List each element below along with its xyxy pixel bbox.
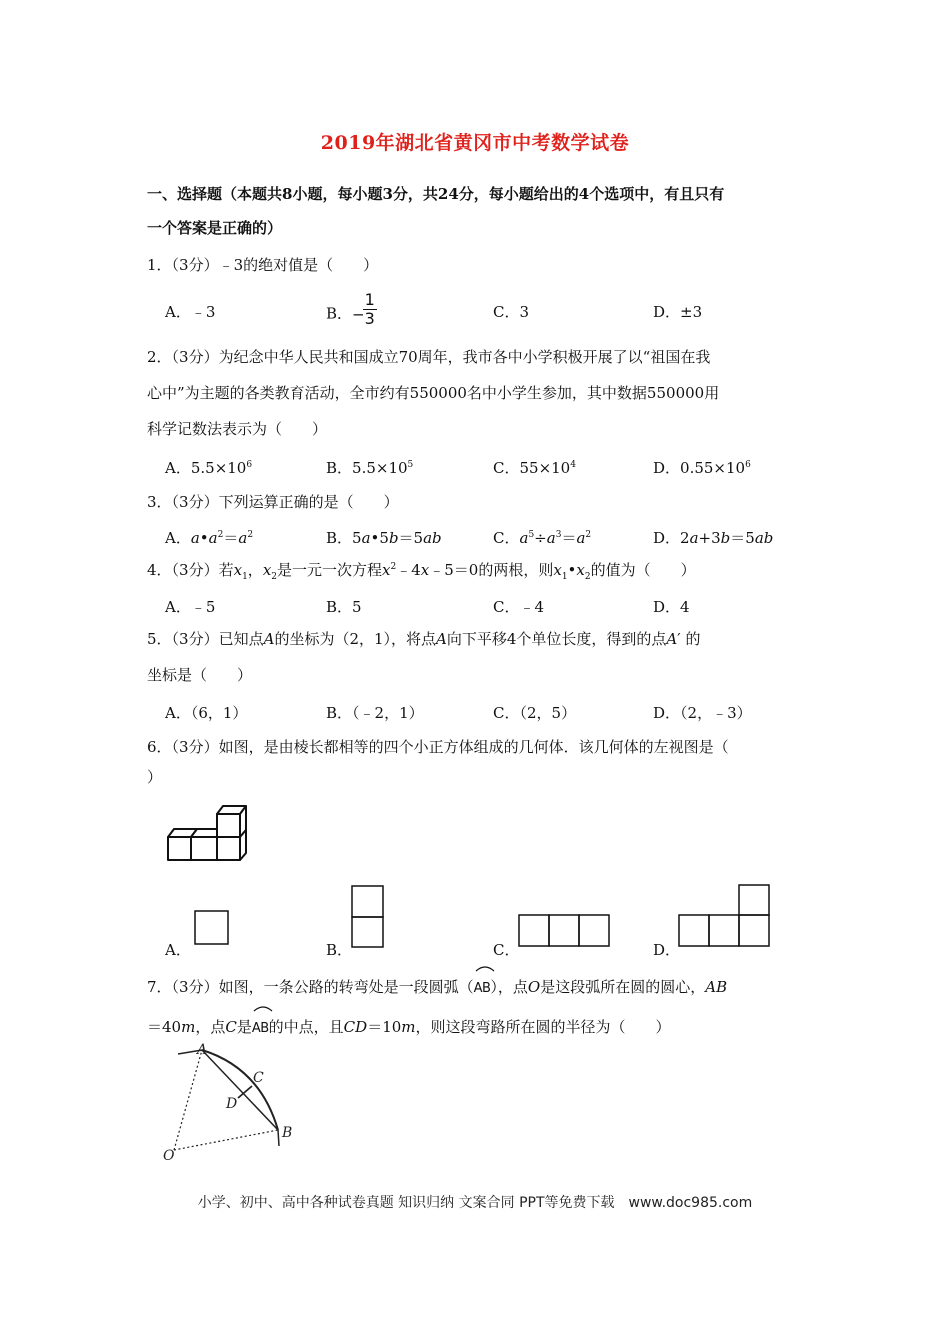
- q1-option-c: C．3: [493, 303, 530, 321]
- q6-option-b-label: B．: [326, 941, 353, 959]
- q4-option-d: D．4: [653, 598, 690, 616]
- q1-option-b-label: B．: [326, 304, 353, 323]
- page-title: 2019年湖北省黄冈市中考数学试卷: [320, 132, 630, 154]
- q6-option-b-figure: [351, 885, 385, 949]
- q5-option-a: A．（6，1）: [165, 704, 248, 722]
- q2-option-d: D．$0.55\times 10^6$: [653, 459, 751, 477]
- q7-line-2: ＝40m，点C是 AB的中点，且CD＝10m，则这段弯路所在圆的半径为（ ）: [147, 1007, 812, 1047]
- q6-option-a-label: A．: [165, 941, 191, 959]
- q1-option-b: B．− $\frac{1}{3}$: [326, 290, 375, 328]
- q7-label-c: C: [253, 1070, 264, 1086]
- q7-label-b: B: [282, 1125, 293, 1141]
- q5-option-c: C．（2，5）: [493, 704, 577, 722]
- q2-option-a: A．$5.5\times 10^6$: [165, 459, 253, 477]
- arc-ab-symbol: AB: [252, 1007, 269, 1047]
- q3-option-a: A．$a•a^2=a^2$: [165, 529, 254, 547]
- q5-line-2: 坐标是（ ）: [147, 666, 253, 684]
- question-2-stem: [147, 339, 812, 447]
- q4-option-b: B．5: [326, 598, 362, 616]
- question-7-stem: [147, 967, 812, 1047]
- q6-solid-figure: [160, 800, 255, 862]
- q6-option-c-label: C．: [493, 941, 520, 959]
- question-5-stem: [147, 621, 812, 693]
- section-heading: [147, 177, 807, 245]
- q6-option-a-figure: [194, 910, 230, 946]
- q5-option-d: D．（2，﹣3）: [653, 704, 752, 722]
- q1-option-a: A．﹣3: [165, 303, 216, 321]
- fraction-one-third: $\frac{1}{3}$: [364, 290, 375, 328]
- q6-option-d-figure: [678, 884, 772, 948]
- q6-line-1: 6．（3分）如图，是由棱长都相等的四个小正方体组成的几何体．该几何体的左视图是（: [147, 738, 729, 756]
- section-line-1: 一、选择题（本题共8小题，每小题3分，共24分，每小题给出的4个选项中，有且只有: [147, 185, 725, 203]
- question-4-stem: 4．（3分）若$x_1$，$x_2$是一元一次方程$x^2﹣4x﹣5=0$的两根，则$x_1•x_2$的值为（ ）: [147, 561, 696, 582]
- q2-line-2: 心中”为主题的各类教育活动，全市约有550000名中小学生参加，其中数据550000用: [147, 384, 720, 402]
- q7-label-a: A: [197, 1042, 208, 1058]
- q7-label-d: D: [226, 1096, 238, 1112]
- q2-line-3: 科学记数法表示为（ ）: [147, 420, 328, 438]
- q5-option-b: B．（﹣2，1）: [326, 704, 424, 722]
- q3-option-c: C．$a^5\div a^3=a^2$: [493, 529, 592, 547]
- q4-option-a: A．﹣5: [165, 598, 216, 616]
- q6-line-2: ）: [147, 768, 163, 786]
- q4-option-c: C．﹣4: [493, 598, 545, 616]
- page-footer: 小学、初中、高中各种试卷真题 知识归纳 文案合同 PPT等免费下载 www.doc985.com: [197, 1195, 753, 1211]
- q2-option-c: C．$55\times 10^4$: [493, 459, 576, 477]
- q1-option-d: D．±3: [653, 303, 703, 321]
- q2-line-1: 2．（3分）为纪念中华人民共和国成立70周年，我市各中小学积极开展了以“祖国在我: [147, 348, 711, 366]
- q2-option-b: B．$5.5\times 10^5$: [326, 459, 414, 477]
- q7-arc-figure: [160, 1038, 300, 1166]
- section-line-2: 一个答案是正确的）: [147, 219, 283, 237]
- arc-ab-symbol: AB: [474, 967, 491, 1007]
- q6-option-d-label: D．: [653, 941, 681, 959]
- q6-option-c-figure: [518, 914, 612, 948]
- question-1-stem: 1．（3分）﹣3的绝对值是（ ）: [147, 256, 379, 274]
- question-6-stem: [147, 729, 812, 795]
- q3-option-b: B．5a•5b＝5ab: [326, 529, 442, 547]
- question-3-stem: 3．（3分）下列运算正确的是（ ）: [147, 493, 399, 511]
- q7-label-o: O: [163, 1148, 175, 1164]
- q7-line-1: 7．（3分）如图，一条公路的转弯处是一段圆弧（ AB），点O是这段弧所在圆的圆心，AB: [147, 967, 812, 1007]
- q3-option-d: D．2a+3b＝5ab: [653, 529, 774, 547]
- q5-line-1: 5．（3分）已知点A的坐标为（2，1），将点A向下平移4个单位长度，得到的点A′ 的: [147, 630, 701, 648]
